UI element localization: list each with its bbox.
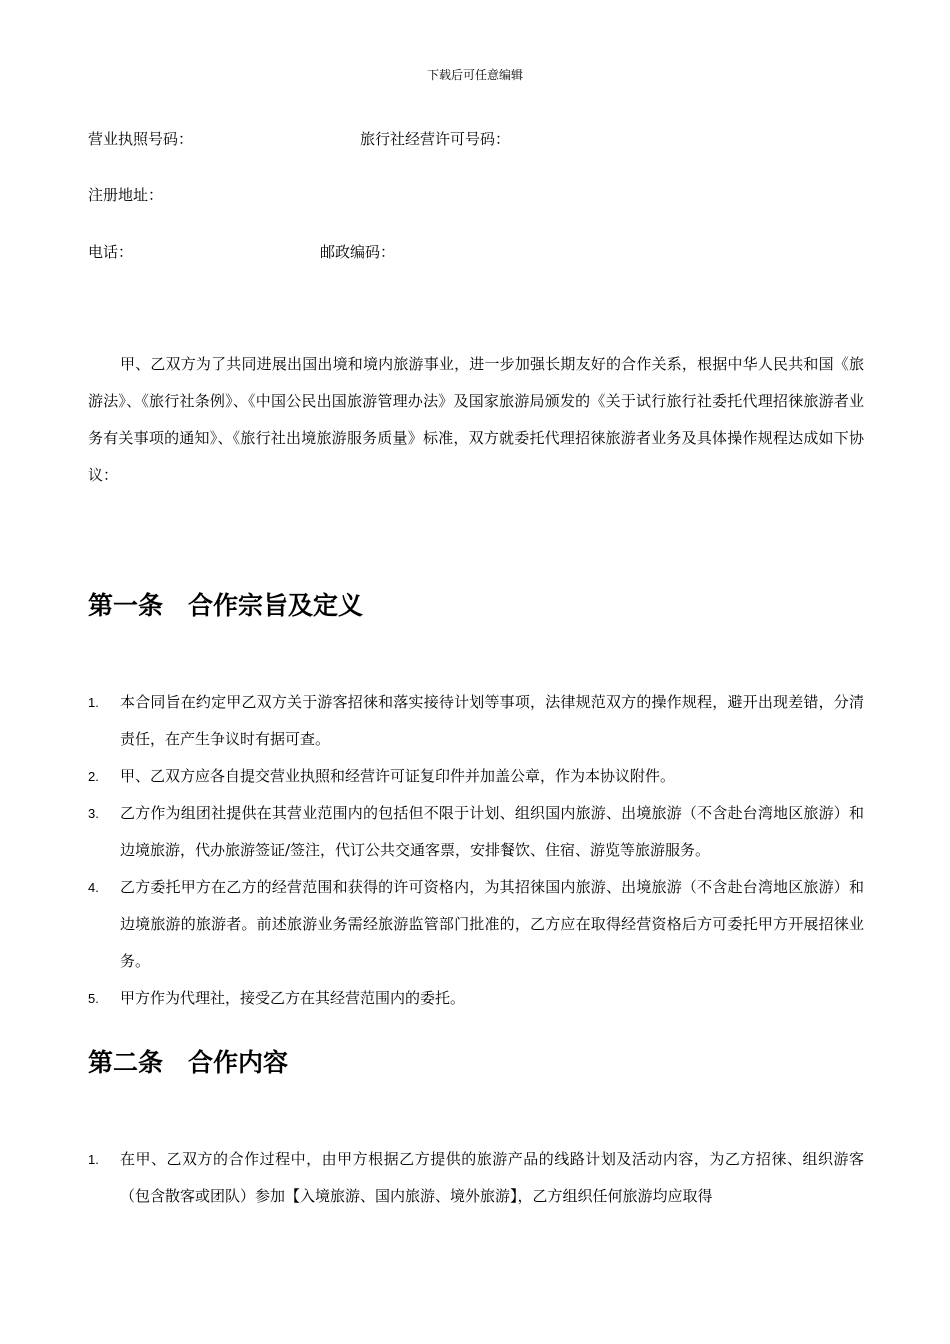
section-2-clauses bbox=[88, 1141, 864, 1215]
clause-number: 4. bbox=[88, 880, 99, 895]
clause-text: 甲方作为代理社，接受乙方在其经营范围内的委托。 bbox=[120, 989, 466, 1007]
clause-text: 乙方委托甲方在乙方的经营范围和获得的许可资格内，为其招徕国内旅游、出境旅游（不含赴台湾地区旅游）和边境旅游的旅游者。前述旅游业务需经旅游监管部门批准的，乙方应在取得经营资格后方可委托甲方开展招徕业务。 bbox=[120, 878, 864, 970]
intro-paragraph: 甲、乙双方为了共同进展出国出境和境内旅游事业，进一步加强长期友好的合作关系，根据中华人民共和国《旅游法》、《旅行社条例》、《中国公民出国旅游管理办法》及国家旅游局颁发的《关于试行旅行社委托代理招徕旅游者业务有关事项的通知》、《旅行社出境旅游服务质量》标准，双方就委托代理招徕旅游者业务及具体操作规程达成如下协议： bbox=[88, 355, 864, 484]
address-label: 注册地址： bbox=[88, 186, 164, 204]
clause-item bbox=[88, 980, 864, 1017]
clause-number: 2. bbox=[88, 769, 99, 784]
address-line bbox=[88, 184, 163, 205]
clause-number: 5. bbox=[88, 991, 99, 1006]
clause-number: 1. bbox=[88, 1152, 99, 1167]
travel-permit-label: 旅行社经营许可号码： bbox=[360, 130, 511, 148]
header-note: 下载后可任意编辑 bbox=[426, 68, 523, 82]
phone-label: 电话： bbox=[88, 243, 134, 261]
license-no-label: 营业执照号码： bbox=[88, 130, 194, 148]
clause-text: 甲、乙双方应各自提交营业执照和经营许可证复印件并加盖公章，作为本协议附件。 bbox=[120, 767, 676, 785]
clause-text: 本合同旨在约定甲乙双方关于游客招徕和落实接待计划等事项，法律规范双方的操作规程，避开出现差错，分清责任，在产生争议时有据可查。 bbox=[120, 693, 864, 748]
clause-item bbox=[88, 1141, 864, 1215]
section-title-2: 第二条 合作内容 bbox=[88, 1048, 289, 1077]
section-title-1: 第一条 合作宗旨及定义 bbox=[88, 591, 364, 620]
clause-number: 3. bbox=[88, 806, 99, 821]
clause-item bbox=[88, 758, 864, 795]
clause-number: 1. bbox=[88, 695, 99, 710]
clause-item bbox=[88, 684, 864, 758]
clause-text: 在甲、乙双方的合作过程中，由甲方根据乙方提供的旅游产品的线路计划及活动内容，为乙方招徕、组织游客（包含散客或团队）参加【入境旅游、国内旅游、境外旅游】，乙方组织任何旅游均应取得 bbox=[120, 1150, 864, 1205]
clause-item bbox=[88, 869, 864, 980]
phone-line bbox=[88, 241, 396, 262]
clause-item bbox=[88, 795, 864, 869]
postcode-label: 邮政编码： bbox=[320, 243, 396, 261]
section-1-clauses bbox=[88, 684, 864, 1017]
clause-text: 乙方作为组团社提供在其营业范围内的包括但不限于计划、组织国内旅游、出境旅游（不含赴台湾地区旅游）和边境旅游，代办旅游签证/签注，代订公共交通客票，安排餐饮、住宿、游览等旅游服务。 bbox=[120, 804, 864, 859]
license-line bbox=[88, 128, 511, 149]
